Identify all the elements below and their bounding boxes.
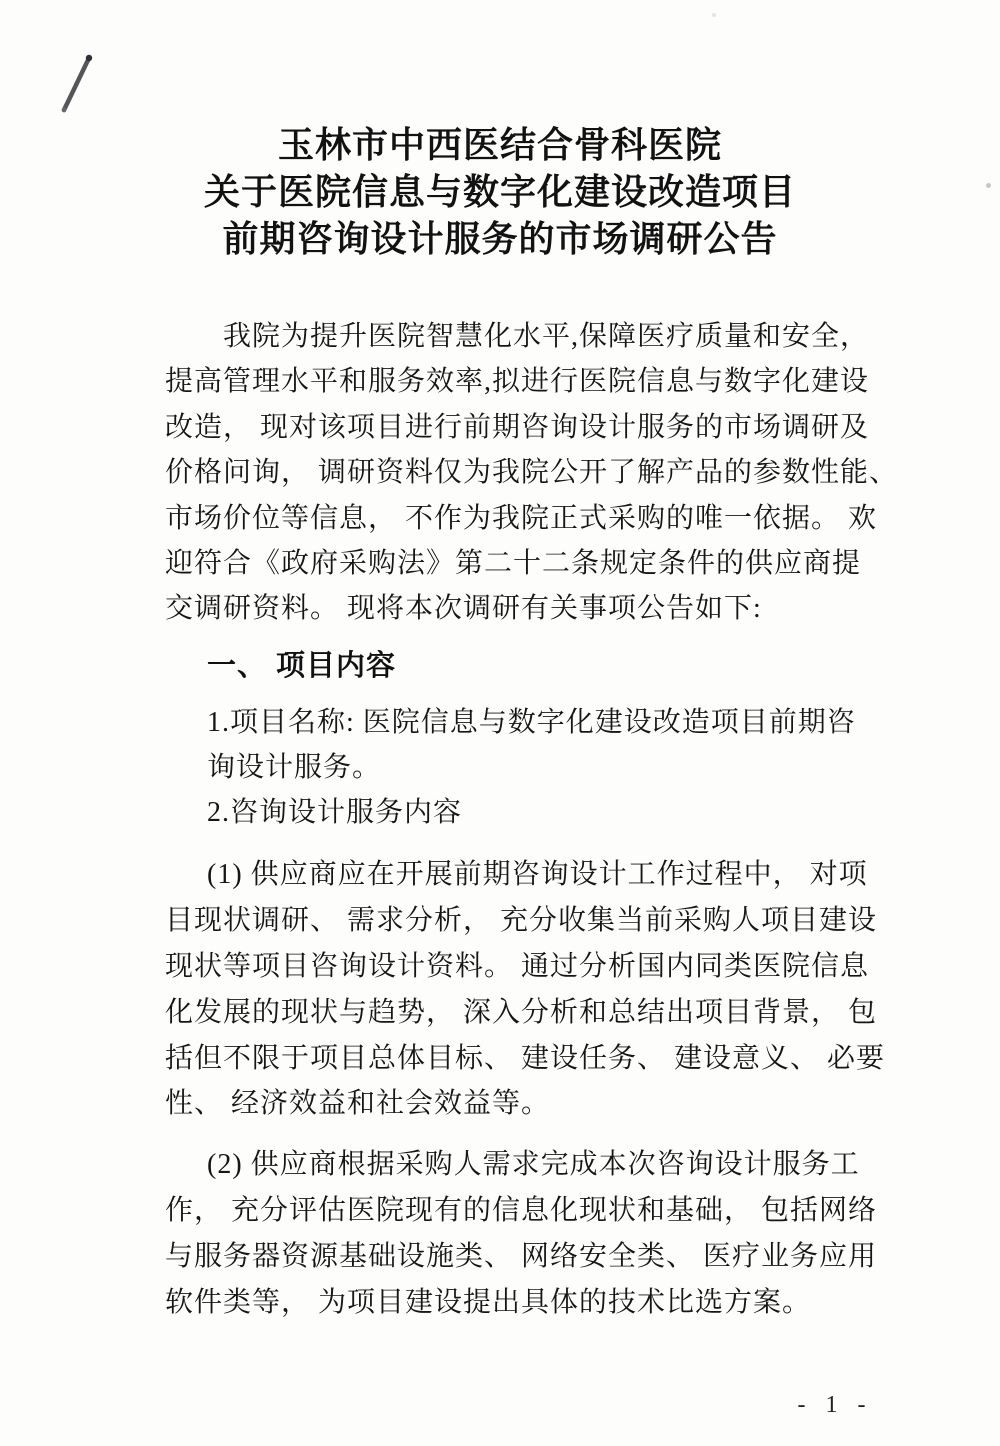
list-item-service-content — [165, 790, 867, 835]
text-line: 括但不限于项目总体目标、 建设任务、 建设意义、 必要 — [165, 1042, 886, 1074]
text-line: 1.项目名称: 医院信息与数字化建设改造项目前期咨 — [207, 707, 856, 738]
text-line: (1) 供应商应在开展前期咨询设计工作过程中， 对项 — [207, 859, 868, 890]
text-line: 迎符合《政府采购法》第二十二条规定条件的供应商提 — [165, 547, 862, 579]
intro-paragraph — [165, 314, 899, 632]
text-line: 作， 充分评估医院现有的信息化现状和基础， 包括网络 — [165, 1195, 878, 1226]
section-heading: 一、 项目内容 — [207, 650, 397, 682]
text-line: 性、 经济效益和社会效益等。 — [165, 1088, 551, 1120]
text-line: 前期咨询设计服务的市场调研公告 — [222, 219, 778, 259]
sub-paragraph-1 — [165, 852, 886, 1127]
list-item-project-name — [165, 700, 867, 791]
text-line: 与服务器资源基础设施类、 网络安全类、 医疗业务应用 — [165, 1241, 878, 1272]
text-line: 改造， 现对该项目进行前期咨询设计服务的市场调研及 — [165, 411, 870, 443]
pen-slash-mark — [52, 48, 102, 118]
document-title — [0, 122, 1000, 263]
text-line: 2.咨询设计服务内容 — [207, 797, 463, 828]
text-line: 提高管理水平和服务效率,拟进行医院信息与数字化建设 — [165, 366, 870, 398]
text-line: 交调研资料。 现将本次调研有关事项公告如下: — [165, 593, 762, 625]
text-line: 市场价位等信息， 不作为我院正式采购的唯一依据。 欢 — [165, 502, 878, 534]
text-line: 化发展的现状与趋势， 深入分析和总结出项目背景， 包 — [165, 996, 878, 1028]
text-line: 关于医院信息与数字化建设改造项目 — [203, 172, 796, 212]
sub-paragraph-2 — [165, 1142, 878, 1326]
scan-speck — [712, 13, 716, 17]
text-line: 玉林市中西医结合骨科医院 — [277, 125, 722, 165]
text-line: 目现状调研、 需求分析， 充分收集当前采购人项目建设 — [165, 904, 878, 936]
text-line: 现状等项目咨询设计资料。 通过分析国内同类医院信息 — [165, 950, 870, 982]
text-line: 软件类等， 为项目建设提出具体的技术比选方案。 — [165, 1287, 812, 1318]
text-line: 我院为提升医院智慧化水平,保障医疗质量和安全， — [223, 321, 870, 352]
page-number: - 1 - — [797, 1392, 873, 1418]
text-line: 价格问询， 调研资料仅为我院公开了解产品的参数性能、 — [165, 457, 899, 489]
text-line: (2) 供应商根据采购人需求完成本次咨询设计服务工 — [207, 1149, 860, 1180]
text-line: 询设计服务。 — [207, 752, 382, 784]
